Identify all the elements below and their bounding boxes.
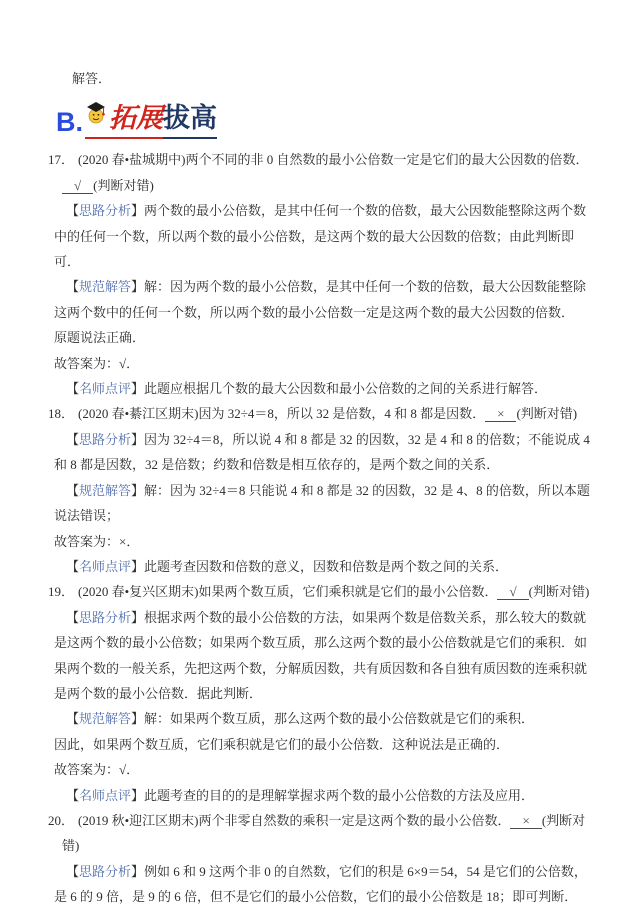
question-text: (2020 春•盐城期中)两个不同的非 0 自然数的最小公倍数一定是它们的最大公因数的倍数．	[78, 152, 589, 168]
question-number: 19．	[48, 584, 75, 600]
section-header	[56, 99, 590, 139]
bracket-close: 】	[131, 609, 145, 625]
bracket-open: 【	[66, 711, 80, 727]
bracket-open: 【	[66, 203, 80, 219]
solution-paragraph	[54, 706, 590, 731]
analysis-label: 思路分析	[79, 863, 132, 879]
solution-label: 规范解答	[79, 711, 132, 727]
bracket-close: 】	[131, 381, 145, 397]
solution-text: 解：因为两个数的最小公倍数，是其中任何一个数的倍数，最大公因数能整除这两个数中的任何一个数，所以两个数的最小公倍数一定是这两个数的最大公因数的倍数．	[54, 279, 587, 320]
bracket-close: 】	[131, 787, 145, 803]
comment-text: 此题考查因数和倍数的意义，因数和倍数是两个数之间的关系．	[144, 558, 509, 574]
bracket-close: 】	[131, 203, 145, 219]
judge-suffix: (判断对错)	[62, 812, 586, 854]
section-letter: B.	[56, 107, 83, 138]
judge-suffix: (判断对错)	[93, 177, 154, 193]
section-title-part1: 拓展	[109, 103, 163, 134]
header-red-segment	[85, 100, 163, 139]
analysis-text: 因为 32÷4＝8，所以说 4 和 8 都是 32 的因数，32 是 4 和 8 的倍数；不能说成 4 和 8 都是因数，32 是倍数；约数和倍数是相互依存的，是两个数之间的关系．	[54, 431, 590, 473]
bracket-close: 】	[131, 558, 145, 574]
analysis-paragraph	[54, 427, 590, 478]
comment-label: 名师点评	[79, 558, 132, 574]
bracket-close: 】	[131, 711, 145, 727]
final-answer-line: 故答案为：√．	[54, 762, 140, 778]
answer-blank: ×	[510, 814, 541, 829]
solution-text: 解：因为 32÷4＝8 只能说 4 和 8 都是 32 的因数，32 是 4、8 的倍数，所以本题说法错误；	[54, 482, 590, 524]
comment-text: 此题应根据几个数的最大公因数和最小公倍数的之间的关系进行解答．	[144, 381, 548, 397]
solution-text: 解：如果两个数互质，那么这两个数的最小公倍数就是它们的乘积．	[144, 711, 535, 727]
solution-line: 因此，如果两个数互质，它们乘积就是它们的最小公倍数．这种说法是正确的．	[54, 736, 510, 752]
comment-label: 名师点评	[79, 381, 132, 397]
judge-suffix: (判断对错)	[516, 406, 578, 422]
question-stem	[48, 579, 590, 604]
question-stem	[48, 401, 590, 426]
final-answer-line: 故答案为：×．	[54, 533, 140, 549]
answer-blank: √	[497, 585, 528, 600]
question-block-20	[48, 808, 590, 905]
question-number: 20．	[48, 812, 75, 828]
answer-blank: ×	[485, 407, 516, 422]
question-text: (2020 春•复兴区期末)如果两个数互质，它们乘积就是它们的最小公倍数．	[78, 584, 498, 600]
solution-paragraph	[54, 478, 590, 529]
question-block-19	[48, 579, 590, 808]
comment-paragraph	[54, 554, 590, 579]
analysis-paragraph	[54, 198, 590, 274]
previous-answer-tail: 解答．	[72, 71, 112, 86]
analysis-label: 思路分析	[79, 431, 132, 447]
analysis-text: 两个数的最小公倍数，是其中任何一个数的倍数，最大公因数能整除这两个数中的任何一个数，所以两个数的最小公倍数，是这两个数的最大公因数的倍数；由此判断即可．	[54, 203, 587, 270]
bracket-open: 【	[66, 863, 80, 879]
section-title-part2: 拔高	[163, 103, 217, 134]
scholar-icon	[86, 100, 106, 134]
bracket-open: 【	[66, 431, 80, 447]
question-text: (2020 春•綦江区期末)因为 32÷4＝8，所以 32 是倍数，4 和 8 都是因数．	[78, 406, 486, 422]
comment-paragraph	[54, 783, 590, 808]
final-answer-line: 故答案为：√．	[54, 355, 140, 371]
bracket-open: 【	[66, 787, 80, 803]
bracket-open: 【	[66, 381, 80, 397]
comment-text: 此题考查的目的的是理解掌握求两个数的最小公倍数的方法及应用．	[144, 787, 535, 803]
question-text: (2019 秋•迎江区期末)两个非零自然数的乘积一定是这两个数的最小公倍数．	[78, 812, 511, 828]
solution-label: 规范解答	[79, 482, 132, 498]
bracket-open: 【	[66, 609, 80, 625]
analysis-text: 例如 6 和 9 这两个非 0 的自然数，它们的积是 6×9＝54，54 是它们的公倍数，是 6 的 9 倍，是 9 的 6 倍，但不是它们的最小公倍数，它们的最小公倍数是 18；即可判断．	[54, 863, 587, 905]
bracket-close: 】	[131, 863, 145, 879]
question-block-18	[48, 401, 590, 579]
bracket-open: 【	[66, 558, 80, 574]
bracket-open: 【	[66, 482, 80, 498]
analysis-label: 思路分析	[79, 203, 132, 219]
analysis-text: 根据求两个数的最小公倍数的方法，如果两个数是倍数关系，那么较大的数就是这两个数的最小公倍数；如果两个数互质，那么这两个数的最小公倍数就是它们的乘积．如果两个数的一般关系，先把这两个数，分解质因数，共有质因数和各自独有质因数的连乘积就是两个数的最小公倍数．据此判断．	[54, 609, 588, 701]
solution-paragraph	[54, 274, 590, 325]
bracket-close: 】	[131, 279, 145, 295]
analysis-paragraph	[54, 859, 590, 905]
question-block-17	[48, 147, 590, 401]
question-stem	[48, 808, 590, 859]
bracket-open: 【	[66, 279, 80, 295]
answer-blank: √	[62, 179, 93, 194]
judge-suffix: (判断对错)	[528, 584, 590, 600]
bracket-close: 】	[131, 482, 145, 498]
solution-label: 规范解答	[79, 279, 132, 295]
question-stem	[48, 147, 590, 198]
comment-paragraph	[54, 376, 590, 401]
question-number: 17．	[48, 152, 75, 168]
solution-line: 原题说法正确．	[54, 330, 146, 346]
bracket-close: 】	[131, 431, 145, 447]
analysis-paragraph	[54, 605, 590, 707]
question-number: 18．	[48, 406, 75, 422]
analysis-label: 思路分析	[79, 609, 132, 625]
comment-label: 名师点评	[79, 787, 132, 803]
